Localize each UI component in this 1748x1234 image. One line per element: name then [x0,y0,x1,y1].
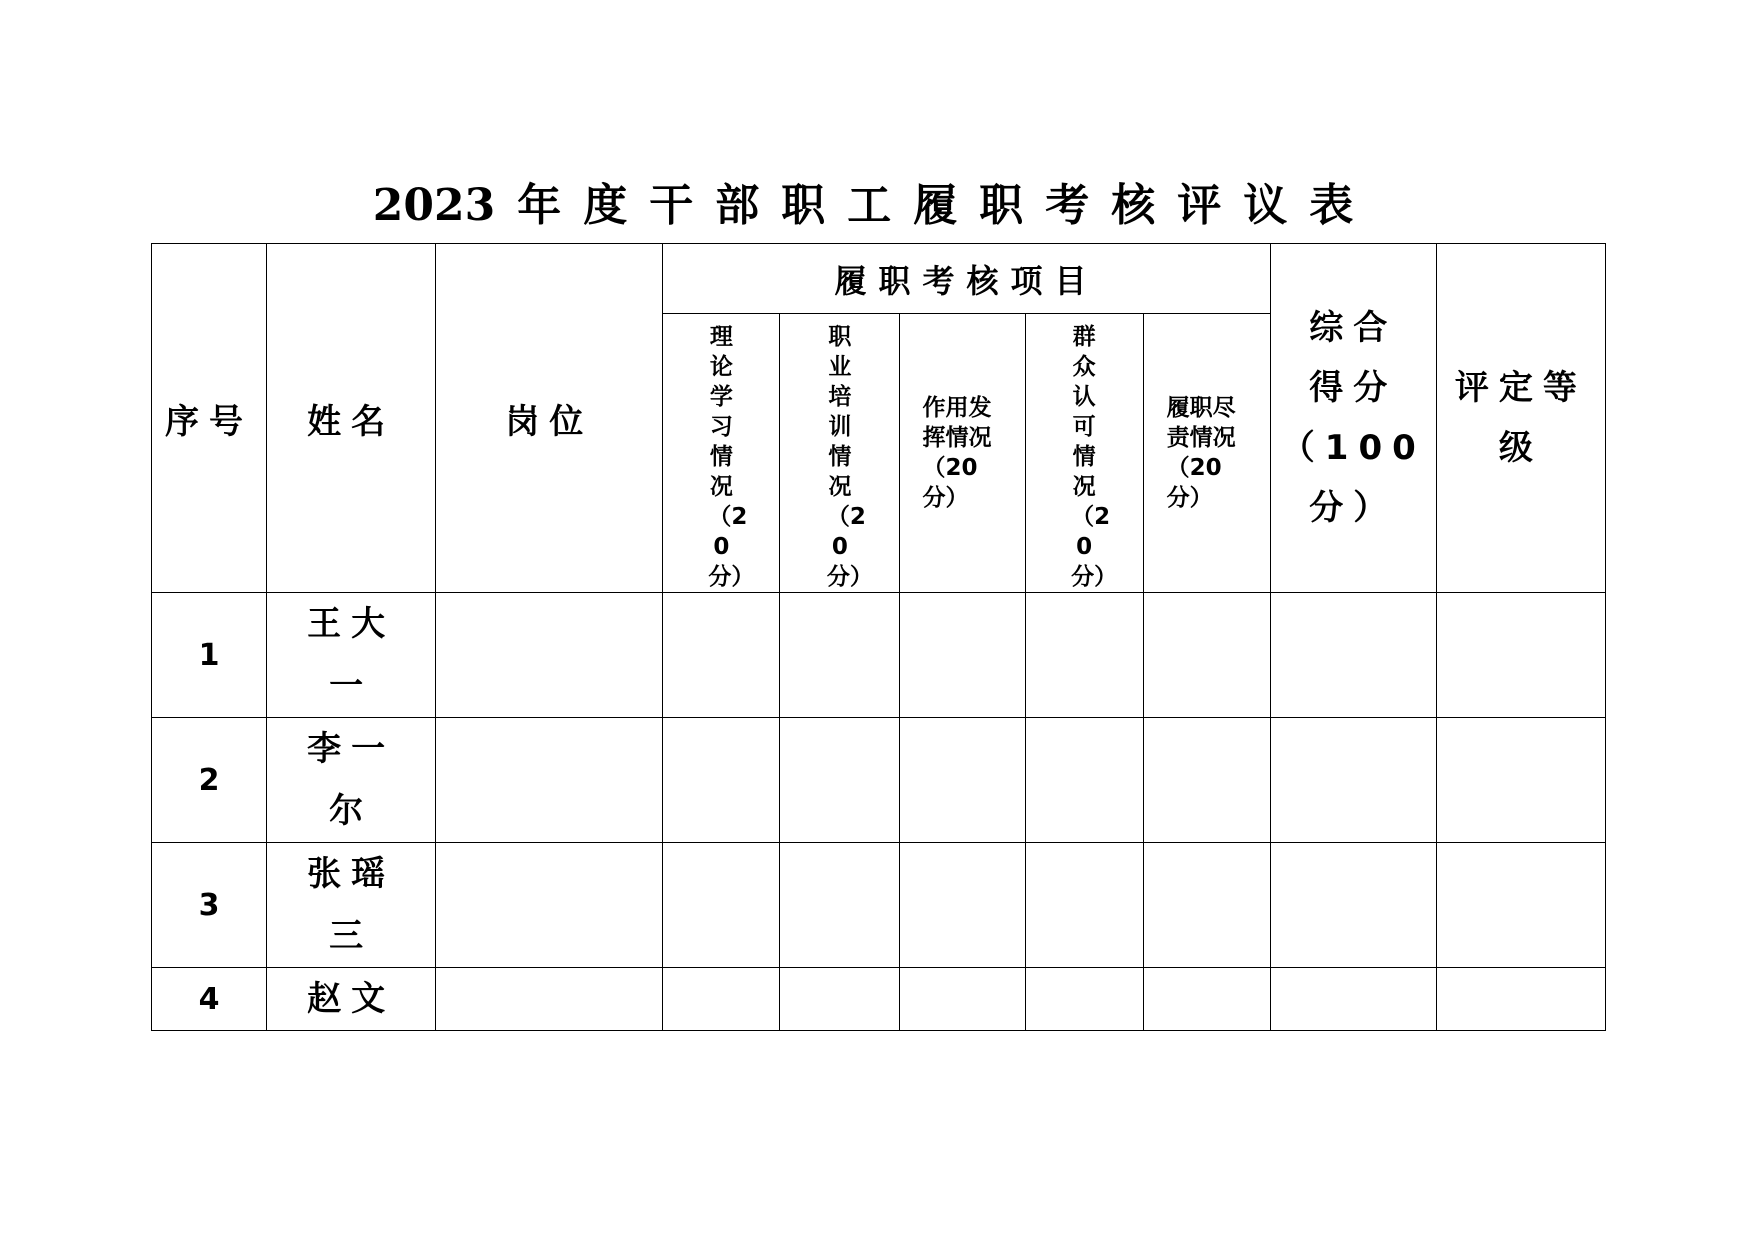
score-cell[interactable] [1025,843,1143,968]
row-seq: 1 [152,593,267,718]
score-cell[interactable] [900,843,1025,968]
post-cell[interactable] [436,968,663,1031]
score-cell[interactable] [663,718,780,843]
score-cell[interactable] [780,718,900,843]
total-cell[interactable] [1270,718,1436,843]
score-cell[interactable] [1025,593,1143,718]
header-item-role [900,314,1025,593]
header-item-text: 职业培训情况（20分） [826,324,873,590]
grade-cell[interactable] [1436,843,1605,968]
score-cell[interactable] [780,593,900,718]
score-cell[interactable] [1143,968,1270,1031]
row-seq: 3 [152,843,267,968]
grade-cell[interactable] [1436,593,1605,718]
total-cell[interactable] [1270,843,1436,968]
header-row-1 [152,244,1606,314]
header-seq: 序号 [152,244,267,593]
title-text: 年度干部职工履职考核评议表 [517,180,1376,231]
header-post: 岗位 [436,244,663,593]
header-total-line: 综合 [1309,308,1398,348]
row-seq: 4 [152,968,267,1031]
header-item-duty [1143,314,1270,593]
total-cell[interactable] [1270,593,1436,718]
score-cell[interactable] [900,968,1025,1031]
header-item-text: 群众认可情况（20分） [1071,324,1118,590]
row-name [267,718,436,843]
total-cell[interactable] [1270,968,1436,1031]
score-cell[interactable] [663,593,780,718]
header-item-recognition [1025,314,1143,593]
header-item-text: 作用发挥情况（20分） [922,395,992,511]
header-total-line: 分） [1309,488,1398,528]
header-item-theory [663,314,780,593]
score-cell[interactable] [663,968,780,1031]
header-grade-line: 级 [1498,428,1543,468]
header-total [1270,244,1436,593]
score-cell[interactable] [1025,718,1143,843]
table-row [152,843,1606,968]
post-cell[interactable] [436,843,663,968]
row-name-text: 王大一 [307,604,396,706]
row-name [267,843,436,968]
row-name [267,593,436,718]
row-name-text: 张瑶三 [307,854,396,956]
score-cell[interactable] [663,843,780,968]
header-item-text: 理论学习情况（20分） [708,324,755,590]
table-row [152,593,1606,718]
header-item-text: 履职尽责情况（20分） [1166,395,1236,511]
header-item-training [780,314,900,593]
score-cell[interactable] [780,843,900,968]
score-cell[interactable] [900,593,1025,718]
header-total-line: 得分 [1309,368,1398,408]
header-total-line: （100 [1280,428,1426,468]
grade-cell[interactable] [1436,968,1605,1031]
grade-cell[interactable] [1436,718,1605,843]
score-cell[interactable] [780,968,900,1031]
score-cell[interactable] [1143,843,1270,968]
title-year: 2023 [372,180,496,231]
document-title [0,178,1748,234]
post-cell[interactable] [436,593,663,718]
row-seq: 2 [152,718,267,843]
score-cell[interactable] [1025,968,1143,1031]
header-grade [1436,244,1605,593]
header-grade-line: 评定等 [1454,368,1587,408]
score-cell[interactable] [1143,718,1270,843]
table-row [152,718,1606,843]
table-row [152,968,1606,1031]
row-name-text: 李一尔 [307,729,396,831]
score-cell[interactable] [1143,593,1270,718]
post-cell[interactable] [436,718,663,843]
header-group: 履职考核项目 [663,244,1270,314]
row-name [267,968,436,1031]
score-cell[interactable] [900,718,1025,843]
evaluation-table [151,243,1606,1031]
header-name: 姓名 [267,244,436,593]
row-name-text: 赵文 [307,979,396,1019]
